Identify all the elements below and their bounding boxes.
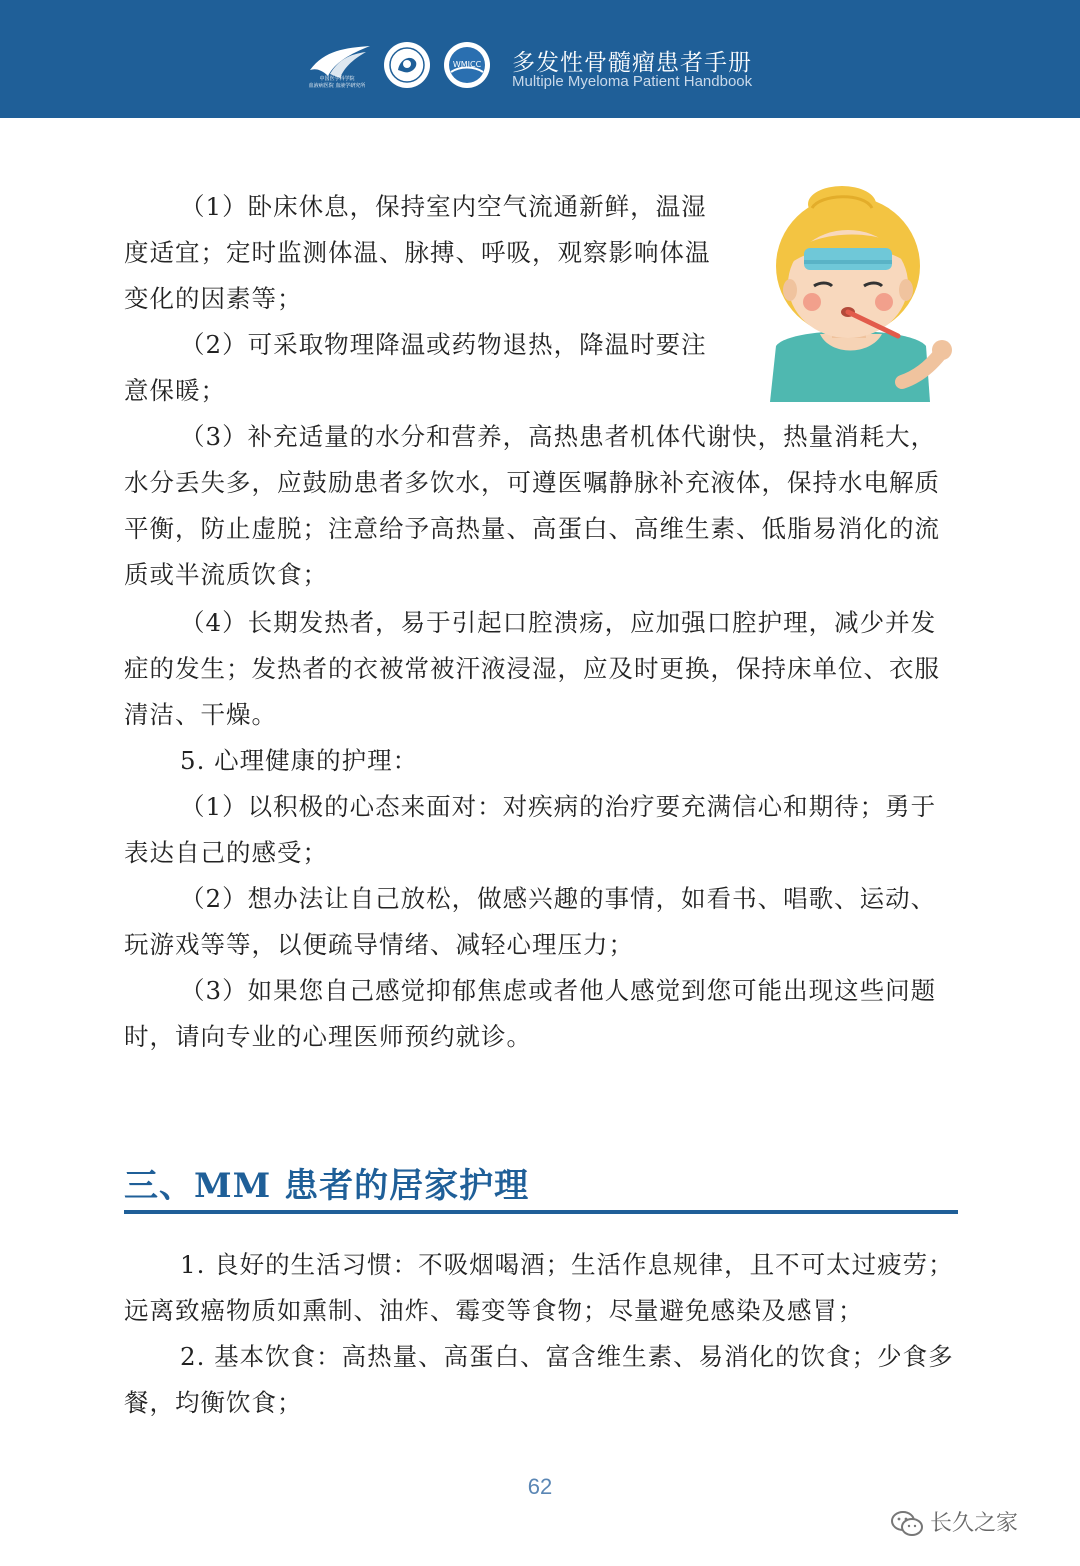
watermark bbox=[890, 1506, 1018, 1538]
sick-girl-illustration-icon bbox=[760, 186, 960, 402]
watermark-text: 长久之家 bbox=[930, 1511, 1019, 1536]
paragraph-mental-relax: （2）想办法让自己放松，做感兴趣的事情，如看书、唱歌、运动、玩游戏等等，以便疏导情绪、减轻心理压力； bbox=[124, 884, 937, 959]
paragraph-mental-doctor: （3）如果您自己感觉抑郁焦虑或者他人感觉到您可能出现这些问题时，请向专业的心理医师预约就诊。 bbox=[124, 976, 937, 1051]
paragraph-fever-oral-care: （4）长期发热者，易于引起口腔溃疡，应加强口腔护理，减少并发症的发生；发热者的衣被常被汗液浸湿，应及时更换，保持床单位、衣服清洁、干燥。 bbox=[124, 608, 940, 729]
svg-text:WMICC: WMICC bbox=[452, 60, 482, 69]
handbook-subtitle: Multiple Myeloma Patient Handbook bbox=[512, 73, 753, 90]
society-seal-icon bbox=[382, 40, 432, 90]
header-band bbox=[0, 0, 1080, 118]
section-title: 三、MM 患者的居家护理 bbox=[124, 1166, 530, 1206]
paragraph-fever-cooling: （2）可采取物理降温或药物退热，降温时要注意保暖； bbox=[124, 330, 707, 405]
paragraph-fever-nutrition: （3）补充适量的水分和营养，高热患者机体代谢快，热量消耗大，水分丢失多，应鼓励患者多饮水，可遵医嘱静脉补充液体，保持水电解质平衡，防止虚脱；注意给予高热量、高蛋白、高维生素、低脂易消化的流质或半流质饮食； bbox=[124, 422, 940, 589]
paragraph-mental-positive: （1）以积极的心态来面对：对疾病的治疗要充满信心和期待；勇于表达自己的感受； bbox=[124, 792, 937, 867]
wechat-icon bbox=[890, 1510, 924, 1538]
wmicc-seal-icon bbox=[442, 40, 492, 90]
page-number: 62 bbox=[527, 1474, 553, 1499]
hospital-logo-text: 中国医学科学院 血液病医院 血液学研究所 bbox=[308, 76, 366, 89]
paragraph-mental-health-heading: 5. 心理健康的护理： bbox=[180, 746, 419, 775]
paragraph-home-diet: 2. 基本饮食：高热量、高蛋白、富含维生素、易消化的饮食；少食多餐，均衡饮食； bbox=[124, 1342, 954, 1417]
section-divider bbox=[124, 1210, 958, 1214]
paragraph-home-habits: 1. 良好的生活习惯：不吸烟喝酒；生活作息规律，且不可太过疲劳；远离致癌物质如熏制、油炸、霉变等食物；尽量避免感染及感冒； bbox=[124, 1250, 954, 1325]
handbook-title: 多发性骨髓瘤患者手册 bbox=[512, 50, 752, 76]
paragraph-fever-rest: （1）卧床休息，保持室内空气流通新鲜，温湿度适宜；定时监测体温、脉搏、呼吸，观察影响体温变化的因素等； bbox=[124, 192, 711, 313]
